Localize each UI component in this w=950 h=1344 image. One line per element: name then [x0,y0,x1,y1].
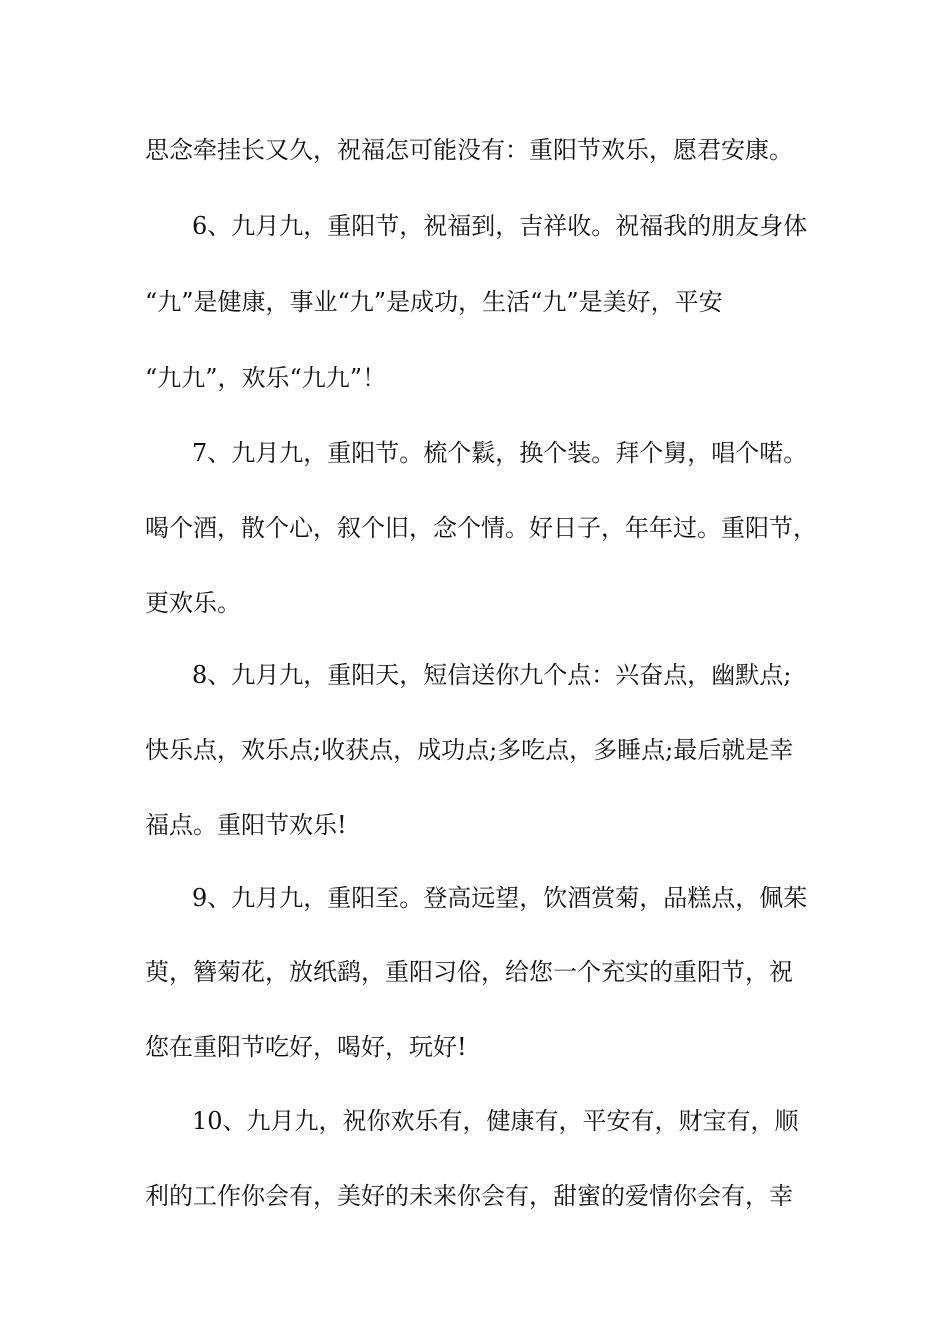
text-line: 7、九月九，重阳节。梳个鬏，换个装。拜个舅，唱个喏。 [192,439,808,467]
text-line: 10、九月九，祝你欢乐有，健康有，平安有，财宝有，顺 [192,1107,799,1135]
text-line: 利的工作你会有，美好的未来你会有，甜蜜的爱情你会有，幸 [145,1182,793,1210]
text-line: 喝个酒，散个心，叙个旧，念个情。好日子，年年过。重阳节， [145,514,817,542]
text-line: 萸，簪菊花，放纸鹞，重阳习俗，给您一个充实的重阳节，祝 [145,958,793,986]
text-line: 快乐点，欢乐点;收获点，成功点;多吃点，多睡点;最后就是幸 [145,736,794,764]
text-line: 您在重阳节吃好，喝好，玩好! [145,1033,467,1061]
text-line: 福点。重阳节欢乐! [145,811,347,839]
text-line: 更欢乐。 [145,589,241,617]
text-line: “九”是健康，事业“九”是成功，生活“九”是美好，平安 [145,288,723,316]
text-line: 8、九月九，重阳天，短信送你九个点：兴奋点，幽默点; [192,661,792,689]
text-line: 思念牵挂长又久，祝福怎可能没有：重阳节欢乐，愿君安康。 [145,136,793,164]
text-line: 9、九月九，重阳至。登高远望，饮酒赏菊，品糕点，佩茱 [192,884,808,912]
text-line: 6、九月九，重阳节，祝福到，吉祥收。祝福我的朋友身体 [192,212,808,240]
text-line: “九九”，欢乐“九九”！ [145,364,387,392]
